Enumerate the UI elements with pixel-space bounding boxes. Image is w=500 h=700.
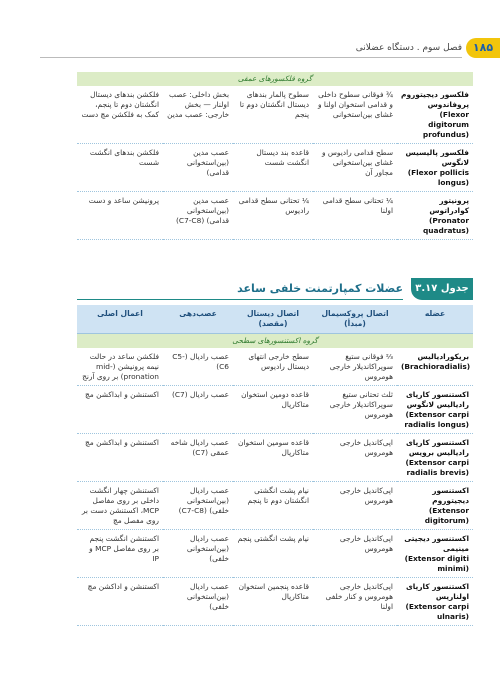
muscle-name-cell (397, 434, 473, 482)
origin-cell: اپی‌کاندیل خارجی هومروس (313, 434, 397, 482)
action-cell: فلکشن ساعد در حالت نیمه پرونیشن (mid-pronation) بر روی آرنج (77, 348, 163, 386)
posterior-table-body (77, 334, 473, 626)
chapter-title: فصل سوم . دستگاه عضلانی (355, 43, 462, 53)
origin-cell: اپی‌کاندیل خارجی هومروس (313, 530, 397, 578)
nerve-cell: عصب رادیال (بین‌استخوانی خلفی) (163, 578, 233, 626)
column-header-row (77, 305, 473, 334)
origin-cell: اپی‌کاندیل خارجی هومروس و کنار خلفی اولنا (313, 578, 397, 626)
muscle-name-en: (Flexor pollicis longus) (407, 168, 470, 187)
muscle-name-cell (397, 144, 473, 192)
muscle-name-cell (397, 578, 473, 626)
table-row (77, 482, 473, 530)
action-cell: اکستنشن و ابداکشن مچ (77, 386, 163, 434)
muscle-name-cell (397, 386, 473, 434)
table-row (77, 192, 473, 240)
group-row (77, 334, 473, 349)
flexor-table-body (77, 72, 473, 240)
insertion-cell: قاعده بند دیستال انگشت شست (233, 144, 313, 192)
page-number-badge: ۱۸۵ (466, 38, 500, 58)
table-title: عضلات کمپارتمنت خلفی ساعد (237, 282, 403, 295)
group-label: گروه اکستنسورهای سطحی (77, 334, 473, 349)
action-cell: اکستنشن و ابداکشن مچ (77, 434, 163, 482)
posterior-forearm-table (77, 305, 473, 626)
insertion-cell: نیام پشت انگشتی انگشتان دوم تا پنجم (233, 482, 313, 530)
title-divider (77, 299, 403, 300)
nerve-cell: عصب رادیال (بین‌استخوانی خلفی) (163, 530, 233, 578)
table-row (77, 530, 473, 578)
insertion-cell: سطح خارجی انتهای دیستال رادیوس (233, 348, 313, 386)
col-insertion: اتصال دیستال (مقصد) (233, 305, 313, 334)
muscle-name-fa: اکستنسور دیجیتوروم (432, 486, 469, 505)
muscle-name-en: (Extensor carpi radialis brevis) (405, 458, 469, 477)
muscle-name-fa: بریکورادیالیس (417, 352, 469, 361)
muscle-name-en: (Brachioradialis) (401, 362, 471, 371)
col-nerve: عصب‌دهی (163, 305, 233, 334)
nerve-cell: عصب رادیال (C5-C6) (163, 348, 233, 386)
muscle-name-fa: فلکسور دیجیتوروم پروفاندوس (401, 90, 470, 109)
muscle-name-fa: اکستنسور کارپای اولناریس (405, 582, 469, 601)
nerve-cell: عصب رادیال (بین‌استخوانی خلفی) (C7-C8) (163, 482, 233, 530)
muscle-name-en: (Extensor digiti minimi) (404, 554, 469, 573)
muscle-name-fa: اکستنسور دیجیتی مینیمی (404, 534, 469, 553)
col-muscle: عضله (397, 305, 473, 334)
insertion-cell: قاعده پنجمین استخوان متاکارپال (233, 578, 313, 626)
table-number-badge: جدول ۳.۱۷ (411, 278, 473, 300)
muscle-name-cell (397, 86, 473, 144)
table-row (77, 578, 473, 626)
origin-cell: ثلث تحتانی ستیغ سوپراکاندیلار خارجی هومروس (313, 386, 397, 434)
insertion-cell: قاعده دومین استخوان متاکارپال (233, 386, 313, 434)
flexor-table (77, 72, 473, 240)
header-divider (40, 57, 462, 58)
nerve-cell: عصب مدین (بین‌استخوانی قدامی) (C7-C8) (163, 192, 233, 240)
action-cell: اکستنشن و اداکشن مچ (77, 578, 163, 626)
group-label: گروه فلکسورهای عمقی (77, 72, 473, 86)
origin-cell: ¾ فوقانی سطوح داخلی و قدامی استخوان اولنا و غشای بین‌استخوانی (313, 86, 397, 144)
table-row (77, 348, 473, 386)
col-origin: اتصال پروکسیمال (مبدأ) (313, 305, 397, 334)
muscle-name-fa: فلکسور پالیسیس لانگوس (405, 148, 470, 167)
muscle-name-en: (Extensor carpi radialis longus) (404, 410, 469, 429)
table-row (77, 386, 473, 434)
col-action: اعمال اصلی (77, 305, 163, 334)
nerve-cell: عصب مدین (بین‌استخوانی قدامی) (163, 144, 233, 192)
insertion-cell: نیام پشت انگشتی پنجم (233, 530, 313, 578)
insertion-cell: ¼ تحتانی سطح قدامی رادیوس (233, 192, 313, 240)
nerve-cell: عصب رادیال شاخه عمقی (C7) (163, 434, 233, 482)
action-cell: فلکشن بندهای دیستال انگشتان دوم تا پنجم، کمک به فلکشن مچ دست (77, 86, 163, 144)
muscle-name-cell (397, 530, 473, 578)
action-cell: پرونیشن ساعد و دست (77, 192, 163, 240)
muscle-name-fa: اکستنسور کارپای رادیالیس برویس (405, 438, 469, 457)
origin-cell: سطح قدامی رادیوس و غشای بین‌استخوانی مجاور آن (313, 144, 397, 192)
muscle-name-fa: پرونیتور کوادراتوس (429, 196, 470, 215)
action-cell: اکستنشن انگشت پنجم بر روی مفاصل MCP و IP (77, 530, 163, 578)
muscle-name-cell (397, 348, 473, 386)
table-row (77, 434, 473, 482)
page-header (0, 36, 500, 62)
nerve-cell: بخش داخلی: عصب اولنار — بخش خارجی: عصب مدین (163, 86, 233, 144)
muscle-name-en: (Flexor digitorum profundus) (422, 110, 470, 139)
table-row (77, 86, 473, 144)
muscle-name-en: (Pronator quadratus) (422, 216, 470, 235)
muscle-name-en: (Extensor carpi ulnaris) (405, 602, 469, 621)
action-cell: فلکشن بندهای انگشت شست (77, 144, 163, 192)
insertion-cell: سطوح پالمار بندهای دیستال انگشتان دوم تا پنجم (233, 86, 313, 144)
table-title-bar (77, 278, 473, 300)
nerve-cell: عصب رادیال (C7) (163, 386, 233, 434)
origin-cell: اپی‌کاندیل خارجی هومروس (313, 482, 397, 530)
origin-cell: ¼ تحتانی سطح قدامی اولنا (313, 192, 397, 240)
muscle-name-fa: اکستنسور کارپای رادیالیس لانگوس (405, 390, 469, 409)
insertion-cell: قاعده سومین استخوان متاکارپال (233, 434, 313, 482)
muscle-name-cell (397, 192, 473, 240)
muscle-name-cell (397, 482, 473, 530)
table-row (77, 144, 473, 192)
muscle-name-en: (Extensor digitorum) (424, 506, 469, 525)
group-row (77, 72, 473, 86)
origin-cell: ⅔ فوقانی ستیغ سوپراکاندیلار خارجی هومروس (313, 348, 397, 386)
action-cell: اکستنشن چهار انگشت داخلی بر روی مفاصل MCP، اکستنشن دست بر روی مفصل مچ (77, 482, 163, 530)
